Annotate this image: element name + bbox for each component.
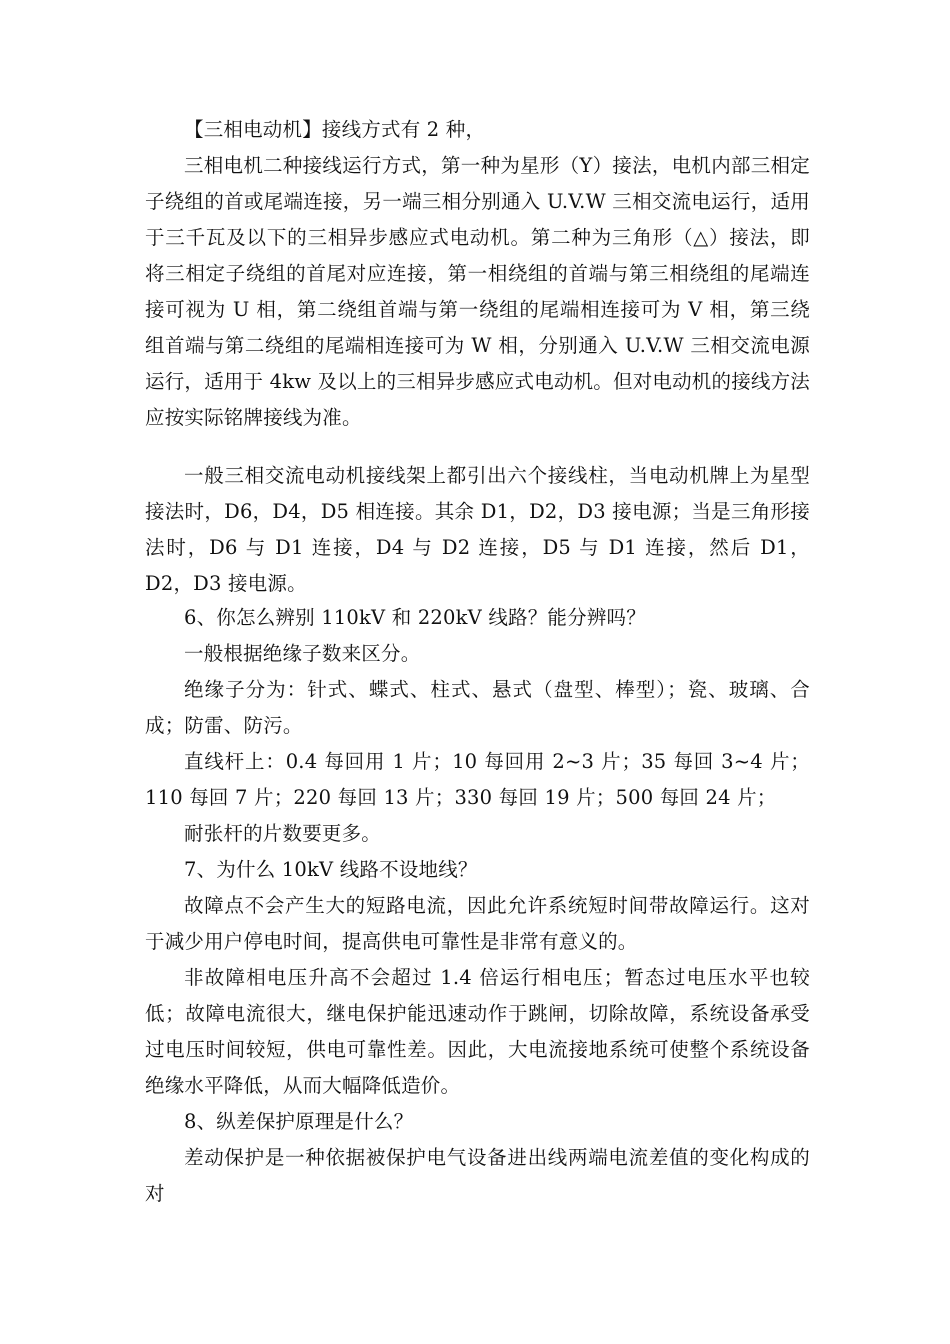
- section-motor-wiring: [145, 112, 810, 436]
- answer-7-line-1: 故障点不会产生大的短路电流，因此允许系统短时间带故障运行。这对于减少用户停电时间，提高供电可靠性是非常有意义的。: [145, 894, 810, 953]
- answer-8-line-1: 差动保护是一种依据被保护电气设备进出线两端电流差值的变化构成的对: [145, 1146, 810, 1205]
- paragraph-wiring-methods: 三相电机二种接线运行方式，第一种为星形（Y）接法，电机内部三相定子绕组的首或尾端连接，另一端三相分别通入 U.V.W 三相交流电运行，适用于三千瓦及以下的三相异步感应式电动机。第二种为三角形（△）接法，即将三相定子绕组的首尾对应连接，第一相绕组的首端与第三相绕组的尾端连接可视为 U 相，第二绕组首端与第一绕组的尾端相连接可为 V 相，第三绕组首端与第二绕组的尾端相连接可为 W 相，分别通入 U.V.W 三相交流电源运行，适用于 4kw 及以上的三相异步感应式电动机。但对电动机的接线方法应按实际铭牌接线为准。: [145, 154, 811, 429]
- section-terminal-wiring: [145, 458, 810, 602]
- answer-6-line-2: 绝缘子分为：针式、蝶式、柱式、悬式（盘型、棒型）；瓷、玻璃、合成；防雷、防污。: [145, 678, 810, 737]
- paragraph-terminals: 一般三相交流电动机接线架上都引出六个接线柱，当电动机牌上为星型接法时，D6，D4，D5 相连接。其余 D1，D2，D3 接电源；当是三角形接法时，D6 与 D1 连接，D4 与 D2 连接，D5 与 D1 连接，然后 D1，D2，D3 接电源。: [145, 464, 810, 595]
- question-6: 6、你怎么辨别 110kV 和 220kV 线路？能分辨吗？: [184, 606, 646, 629]
- answer-7-line-2: 非故障相电压升高不会超过 1.4 倍运行相电压；暂态过电压水平也较低；故障电流很大，继电保护能迅速动作于跳闸，切除故障，系统设备承受过电压时间较短，供电可靠性差。因此，大电流接地系统可使整个系统设备绝缘水平降低，从而大幅降低造价。: [145, 966, 810, 1097]
- answer-6-line-4: 耐张杆的片数要更多。: [184, 822, 382, 845]
- answer-6-line-3: 直线杆上：0.4 每回用 1 片；10 每回用 2~3 片；35 每回 3~4 片；110 每回 7 片；220 每回 13 片；330 每回 19 片；500 每回 24 片；: [145, 750, 810, 809]
- section-qa: [145, 600, 810, 1212]
- answer-6-line-1: 一般根据绝缘子数来区分。: [184, 642, 421, 665]
- section-heading: 【三相电动机】接线方式有 2 种，: [184, 118, 486, 141]
- question-8: 8、纵差保护原理是什么？: [184, 1110, 414, 1133]
- question-7: 7、为什么 10kV 线路不设地线？: [184, 858, 478, 881]
